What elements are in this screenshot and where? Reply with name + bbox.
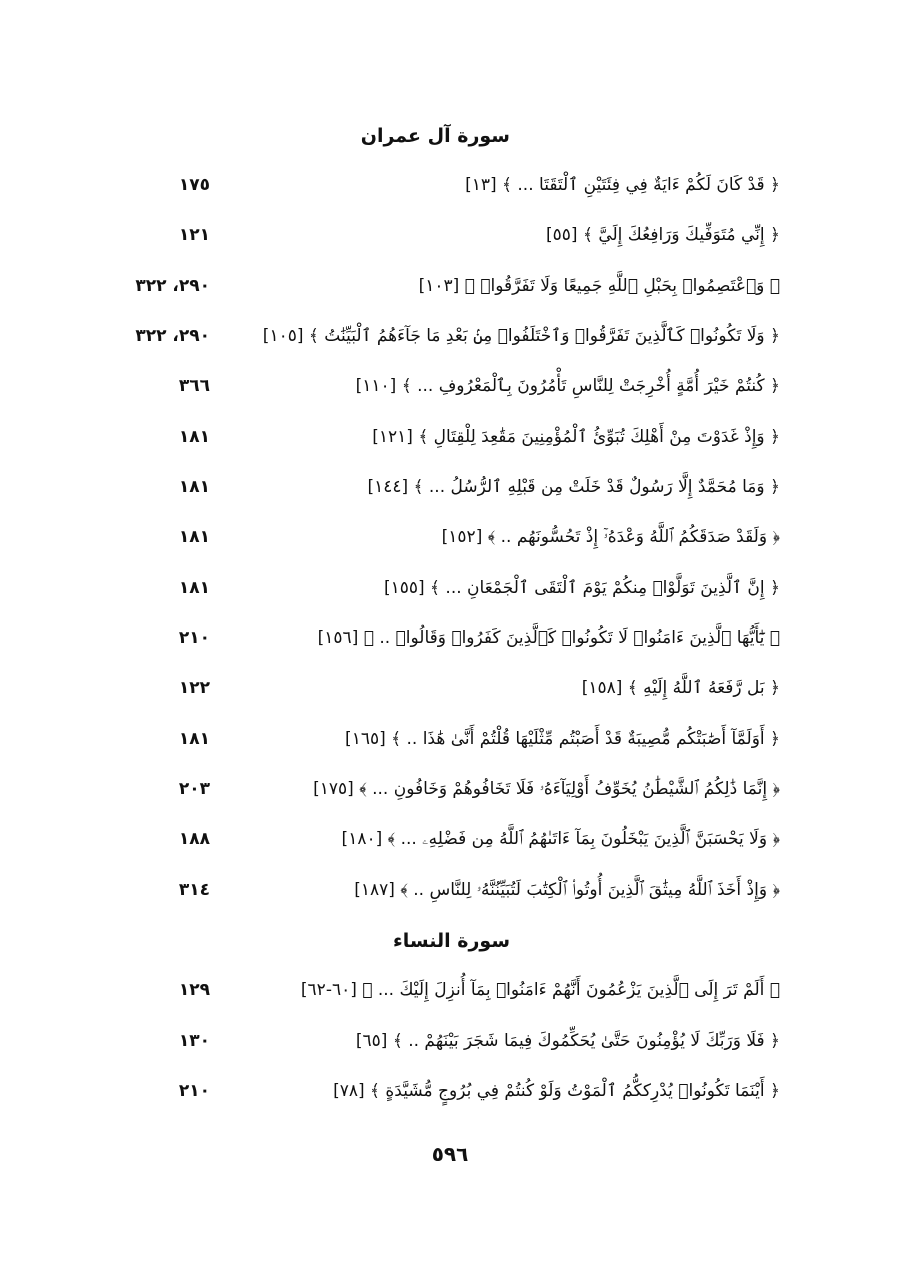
verse-text: ﴿ وَلَا تَكُونُوا۟ كَٱلَّذِينَ تَفَرَّقُوا۟ وَٱخْتَلَفُوا۟ مِنۢ بَعْدِ مَا جَآءَهُمُ ٱلْبَيِّنَٰتُ ﴾ [١٠٥]	[262, 326, 780, 346]
page-reference: ١٨١	[178, 729, 210, 749]
verse-text: ﴿ يَٰٓأَيُّهَا ٱلَّذِينَ ءَامَنُوا۟ لَا تَكُونُوا۟ كَٱلَّذِينَ كَفَرُوا۟ وَقَالُوا۟ .. ﴾ [١٥٦]	[317, 628, 780, 648]
verse-text: ﴿ أَوَلَمَّآ أَصَٰبَتْكُم مُّصِيبَةٌ قَدْ أَصَبْتُم مِّثْلَيْهَا قُلْتُمْ أَنَّىٰ هَٰذَا .. ﴾ [١٦٥]	[345, 729, 780, 749]
index-row	[0, 467, 900, 507]
verse-text: ﴿ أَلَمْ تَرَ إِلَى ٱلَّذِينَ يَزْعُمُونَ أَنَّهُمْ ءَامَنُوا۟ بِمَآ أُنزِلَ إِلَيْكَ ... ﴾ [٦٠-٦٢]	[300, 980, 780, 1000]
index-row	[0, 165, 900, 205]
page-number: ٥٩٦	[431, 1142, 469, 1166]
page-reference: ١٨١	[178, 477, 210, 497]
page-reference: ٢٩٠، ٣٢٢	[135, 326, 210, 346]
page-reference: ١٢١	[178, 225, 210, 245]
verse-text: ﴿ وَإِذْ أَخَذَ ٱللَّهُ مِيثَٰقَ ٱلَّذِينَ أُوتُوا۟ ٱلْكِتَٰبَ لَتُبَيِّنُنَّهُۥ لِلنَّاسِ .. ﴾ [١٨٧]	[354, 880, 780, 900]
index-row	[0, 366, 900, 406]
page-reference: ٣١٤	[178, 880, 210, 900]
page-reference: ١٢٩	[178, 980, 210, 1000]
verse-text: ﴿ وَمَا مُحَمَّدٌ إِلَّا رَسُولٌ قَدْ خَلَتْ مِن قَبْلِهِ ٱلرُّسُلُ ... ﴾ [١٤٤]	[367, 477, 780, 497]
verse-text: ﴿ وَإِذْ غَدَوْتَ مِنْ أَهْلِكَ تُبَوِّئُ ٱلْمُؤْمِنِينَ مَقَٰعِدَ لِلْقِتَالِ ﴾ [١٢١]	[372, 427, 780, 447]
verse-text: ﴿ كُنتُمْ خَيْرَ أُمَّةٍ أُخْرِجَتْ لِلنَّاسِ تَأْمُرُونَ بِٱلْمَعْرُوفِ ... ﴾ [١١٠]	[355, 376, 780, 396]
index-row	[0, 870, 900, 910]
index-row	[0, 970, 900, 1010]
verse-text: ﴿ بَل رَّفَعَهُ ٱللَّهُ إِلَيْهِ ﴾ [١٥٨]	[581, 678, 780, 698]
verse-text: ﴿ قَدْ كَانَ لَكُمْ ءَايَةٌ فِي فِئَتَيْنِ ٱلْتَقَتَا ... ﴾ [١٣]	[465, 175, 780, 195]
verse-text: ﴿ وَلَقَدْ صَدَقَكُمُ ٱللَّهُ وَعْدَهُۥٓ إِذْ تَحُسُّونَهُم .. ﴾ [١٥٢]	[441, 527, 780, 547]
verse-text: ﴿ إِنِّي مُتَوَفِّيكَ وَرَافِعُكَ إِلَيَّ ﴾ [٥٥]	[546, 225, 780, 245]
index-row	[0, 568, 900, 608]
index-row	[0, 316, 900, 356]
page-reference: ١٧٥	[178, 175, 210, 195]
index-row	[0, 215, 900, 255]
page-reference: ١٨١	[178, 578, 210, 598]
verse-text: ﴿ أَيْنَمَا تَكُونُوا۟ يُدْرِككُّمُ ٱلْمَوْتُ وَلَوْ كُنتُمْ فِي بُرُوجٍ مُّشَيَّدَةٍ ﴾ [٧٨]	[333, 1081, 780, 1101]
page-reference: ٢١٠	[178, 1081, 210, 1101]
page-reference: ٢٠٣	[178, 779, 210, 799]
index-row	[0, 517, 900, 557]
verse-text: ﴿ وَلَا يَحْسَبَنَّ ٱلَّذِينَ يَبْخَلُونَ بِمَآ ءَاتَىٰهُمُ ٱللَّهُ مِن فَضْلِهِۦ ... ﴾ [١٨٠]	[341, 829, 780, 849]
index-row	[0, 417, 900, 457]
verse-text: ﴿ وَٱعْتَصِمُوا۟ بِحَبْلِ ٱللَّهِ جَمِيعًا وَلَا تَفَرَّقُوا۟ ﴾ [١٠٣]	[418, 276, 780, 296]
page-reference: ١٨٨	[178, 829, 210, 849]
page-reference: ١٨١	[178, 427, 210, 447]
page-reference: ١٨١	[178, 527, 210, 547]
page-reference: ١٢٢	[178, 678, 210, 698]
index-row	[0, 618, 900, 658]
index-row	[0, 719, 900, 759]
section-title-al-imran: سورة آل عمران	[360, 125, 510, 147]
index-row	[0, 1071, 900, 1111]
section-title-an-nisa: سورة النساء	[393, 930, 510, 952]
index-row	[0, 668, 900, 708]
verse-text: ﴿ إِنَّ ٱلَّذِينَ تَوَلَّوْا۟ مِنكُمْ يَوْمَ ٱلْتَقَى ٱلْجَمْعَانِ ... ﴾ [١٥٥]	[383, 578, 780, 598]
page-reference: ١٣٠	[178, 1031, 210, 1051]
page-reference: ٢٩٠، ٣٢٢	[135, 276, 210, 296]
index-row	[0, 819, 900, 859]
index-row	[0, 266, 900, 306]
index-row	[0, 1021, 900, 1061]
page-reference: ٣٦٦	[178, 376, 210, 396]
index-row	[0, 769, 900, 809]
verse-text: ﴿ إِنَّمَا ذَٰلِكُمُ ٱلشَّيْطَٰنُ يُخَوِّفُ أَوْلِيَآءَهُۥ فَلَا تَخَافُوهُمْ وَخَافُونِ ... ﴾ [١٧٥]	[313, 779, 780, 799]
verse-text: ﴿ فَلَا وَرَبِّكَ لَا يُؤْمِنُونَ حَتَّىٰ يُحَكِّمُوكَ فِيمَا شَجَرَ بَيْنَهُمْ .. ﴾ [٦٥]	[355, 1031, 780, 1051]
page-reference: ٢١٠	[178, 628, 210, 648]
